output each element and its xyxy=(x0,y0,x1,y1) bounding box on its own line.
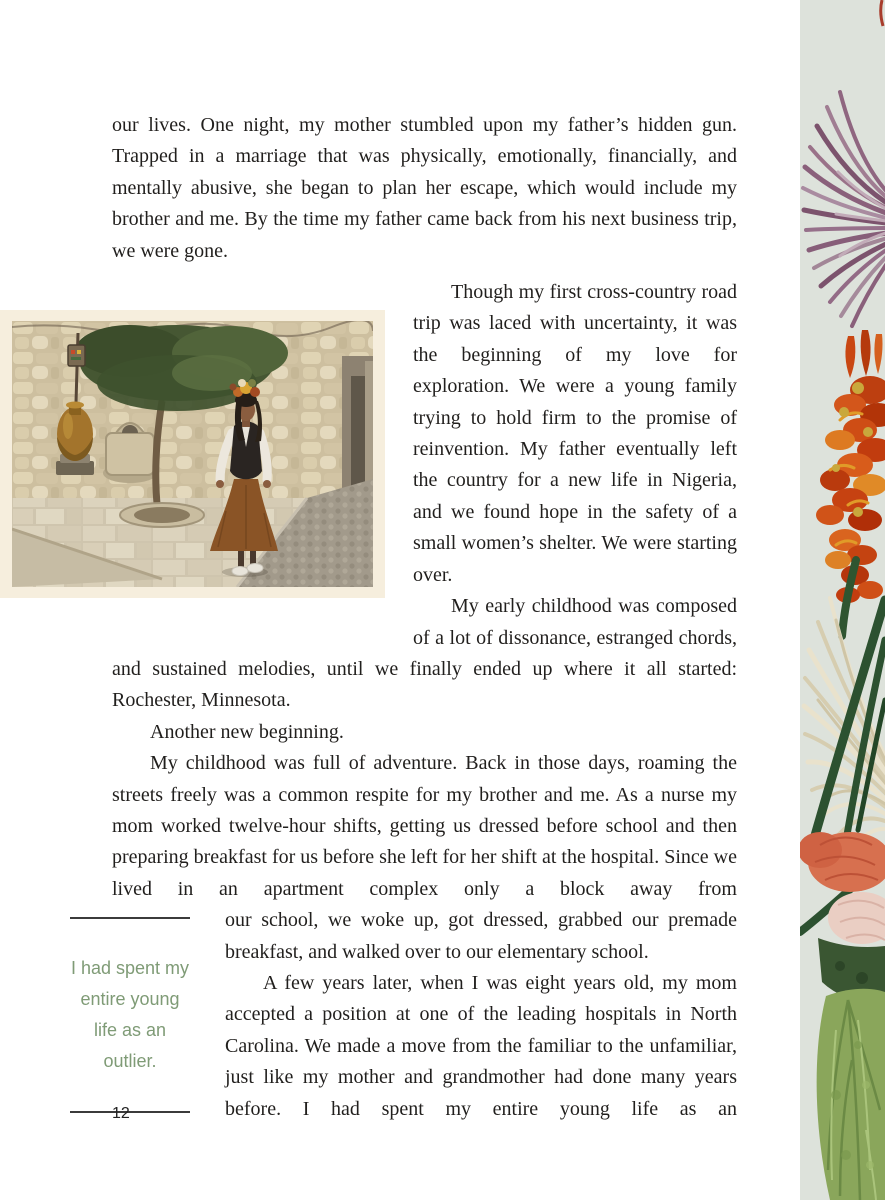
body-paragraph-4: Another new beginning. xyxy=(150,720,344,743)
pull-quote xyxy=(70,917,190,1113)
floral-edge-illustration xyxy=(800,0,885,1200)
courtyard-photo-illustration xyxy=(12,321,373,587)
pull-quote-rule-bottom xyxy=(70,1111,190,1113)
body-paragraph-3: My early childhood was composed of a lot of dissonance, estranged chords, and sustained melodies, until we finally ended up where it all started: Rochester, Minnesota. xyxy=(112,595,737,712)
courtyard-photo xyxy=(0,310,385,598)
page-number: 12 xyxy=(112,1105,130,1122)
body-paragraph-5: My childhood was full of adventure. Back in those days, roaming the streets freely was a common respite for my brother and me. As a nurse my mom worked twelve-hour shifts, getting us dressed before school and then preparing breakfast for us before she left for her shift at the hospital. Since we lived in an apartment complex only a block away from xyxy=(112,752,737,900)
body-paragraph-6: A few years later, when I was eight years old, my mom accepted a position at one of the leading hospitals in North Carolina. We made a move from the familiar to the unfamiliar, just like my mother and grandmother had done many years before. I had spent my entire young life as an xyxy=(225,971,737,1120)
page-content xyxy=(70,110,737,1125)
body-paragraph-5-continued: our school, we woke up, got dressed, grabbed our premade breakfast, and walked over to our elementary school. xyxy=(225,909,737,963)
body-paragraph-1: our lives. One night, my mother stumbled upon my father’s hidden gun. Trapped in a marriage that was physically, emotionally, financially, and mentally abusive, she began to plan her escape, which would include my brother and me. By the time my father came back from his next business trip, we were gone. xyxy=(112,114,737,262)
green-leaf xyxy=(817,938,885,1200)
pull-quote-text: I had spent my entire young life as an outlier. xyxy=(70,958,190,1072)
body-paragraph-2: Though my first cross-country road trip was laced with uncertainty, it was the beginning of my love for exploration. We were a young family trying to hold firm to the promise of reinvention. My father eventually left the country for a new life in Nigeria, and we found hope in the safety of a small women’s shelter. We were starting over. xyxy=(413,281,737,586)
